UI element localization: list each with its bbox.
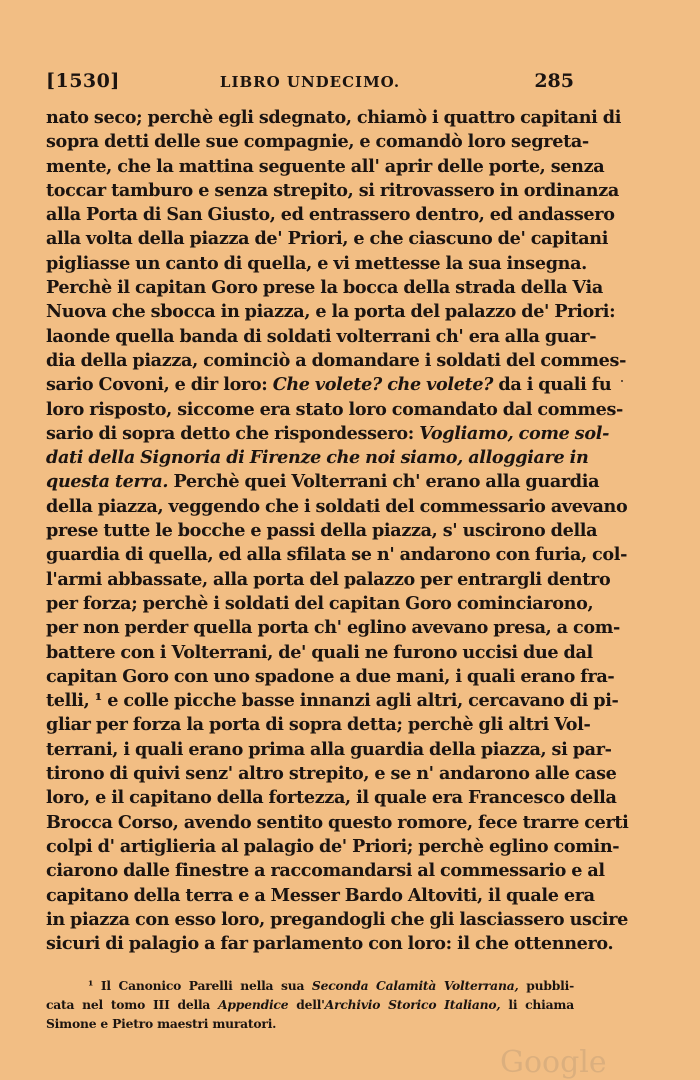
text-line: telli, ¹ e colle picche basse innanzi agli altri, cercavano di pi-	[46, 690, 619, 712]
text-line: l'armi abbassate, alla porta del palazzo per entrargli dentro	[46, 568, 611, 590]
text-line: nato seco; perchè egli sdegnato, chiamò i quattro capitani di	[46, 107, 622, 128]
text-segment: Perchè quei Volterrani ch' erano alla guardia	[168, 471, 600, 493]
text-line: laonde quella banda di soldati volterrani ch' era alla guar-	[46, 325, 597, 347]
text-line: prese tutte le bocche e passi della piazza, s' uscirono della	[46, 520, 598, 542]
text-line: Nuova che sbocca in piazza, e la porta del palazzo de' Priori:	[46, 301, 616, 323]
text-line: tirono di quivi senz' altro strepito, e se n' andarono alle case	[46, 763, 617, 785]
text-line: per forza; perchè i soldati del capitan Goro cominciarono,	[46, 592, 594, 614]
text-line: loro, e il capitano della fortezza, il quale era Francesco della	[46, 787, 617, 809]
running-header	[46, 70, 574, 96]
text-line: pigliasse un canto di quella, e vi mettesse la sua insegna.	[46, 252, 587, 274]
text-line: colpi d' artiglieria al palagio de' Priori; perchè eglino comin-	[46, 835, 620, 857]
header-year: [1530]	[46, 70, 120, 92]
stray-mark	[621, 380, 623, 382]
text-line: capitano della terra e a Messer Bardo Altoviti, il quale era	[46, 884, 595, 906]
text-line: sopra detti delle sue compagnie, e comandò loro segreta-	[46, 131, 589, 153]
footnote-line	[46, 995, 574, 1014]
text-line: gliar per forza la porta di sopra detta; perchè gli altri Vol-	[46, 714, 591, 736]
text-segment: li chiama	[500, 997, 574, 1012]
text-line: terrani, i quali erano prima alla guardia della piazza, si par-	[46, 738, 612, 760]
text-line: Brocca Corso, avendo sentito questo romore, fece trarre certi	[46, 811, 629, 833]
italic-title: Seconda Calamità Volterrana,	[311, 978, 519, 993]
text-line: alla Porta di San Giusto, ed entrassero dentro, ed andassero	[46, 204, 615, 226]
text-segment: ¹ Il Canonico Parelli nella sua	[88, 978, 312, 993]
text-line: sicuri di palagio a far parlamento con loro: il che ottennero.	[46, 933, 614, 955]
text-segment: cata nel tomo III della	[46, 997, 219, 1012]
italic-quote: Vogliamo, come sol-	[419, 422, 610, 444]
text-segment: da i quali fu	[493, 374, 612, 396]
italic-title: Appendice	[218, 997, 289, 1012]
text-segment: sario Covoni, e dir loro:	[46, 374, 273, 396]
page-number: 285	[534, 70, 574, 92]
text-line: in piazza con esso loro, pregandogli che gli lasciassero uscire	[46, 908, 629, 930]
text-line: Perchè il capitan Goro prese la bocca della strada della Via	[46, 277, 603, 299]
text-segment: sario di sopra detto che rispondessero:	[46, 422, 420, 444]
text-line: della piazza, veggendo che i soldati del commessario avevano	[46, 495, 628, 517]
footnote	[46, 976, 574, 1033]
text-line: toccar tamburo e senza strepito, si ritrovassero in ordinanza	[46, 179, 619, 201]
footnote-line: Simone e Pietro maestri muratori.	[46, 1016, 277, 1031]
italic-quote: Che volete? che volete?	[272, 374, 494, 396]
text-line	[46, 470, 600, 494]
text-line: capitan Goro con uno spadone a due mani, i quali erano fra-	[46, 665, 615, 687]
italic-title: Archivio Storico Italiano,	[324, 997, 501, 1012]
watermark: Google	[500, 1045, 607, 1080]
text-line: guardia di quella, ed alla sfilata se n' andarono con furia, col-	[46, 544, 628, 566]
header-title: LIBRO UNDECIMO.	[219, 73, 401, 91]
text-line: mente, che la mattina seguente all' aprir delle porte, senza	[46, 155, 605, 177]
text-line: battere con i Volterrani, de' quali ne furono uccisi due dal	[46, 641, 593, 663]
text-line: alla volta della piazza de' Priori, e che ciascuno de' capitani	[46, 228, 609, 250]
text-line: ciarono dalle finestre a raccomandarsi al commessario e al	[46, 860, 605, 882]
italic-quote: questa terra.	[46, 471, 169, 493]
text-line: dia della piazza, cominciò a domandare i soldati del commes-	[46, 349, 627, 371]
text-segment: pubbli-	[518, 978, 574, 993]
body-text	[46, 106, 629, 956]
italic-quote: dati della Signoria di Firenze che noi siamo, alloggiare in	[46, 447, 589, 469]
text-line: per non perder quella porta ch' eglino avevano presa, a com-	[46, 617, 620, 639]
text-segment: dell'	[288, 997, 325, 1012]
text-line	[46, 422, 610, 446]
text-line: loro risposto, siccome era stato loro comandato dal commes-	[46, 398, 623, 420]
text-line	[46, 373, 612, 397]
footnote-line	[46, 976, 574, 995]
text-line	[46, 446, 589, 470]
